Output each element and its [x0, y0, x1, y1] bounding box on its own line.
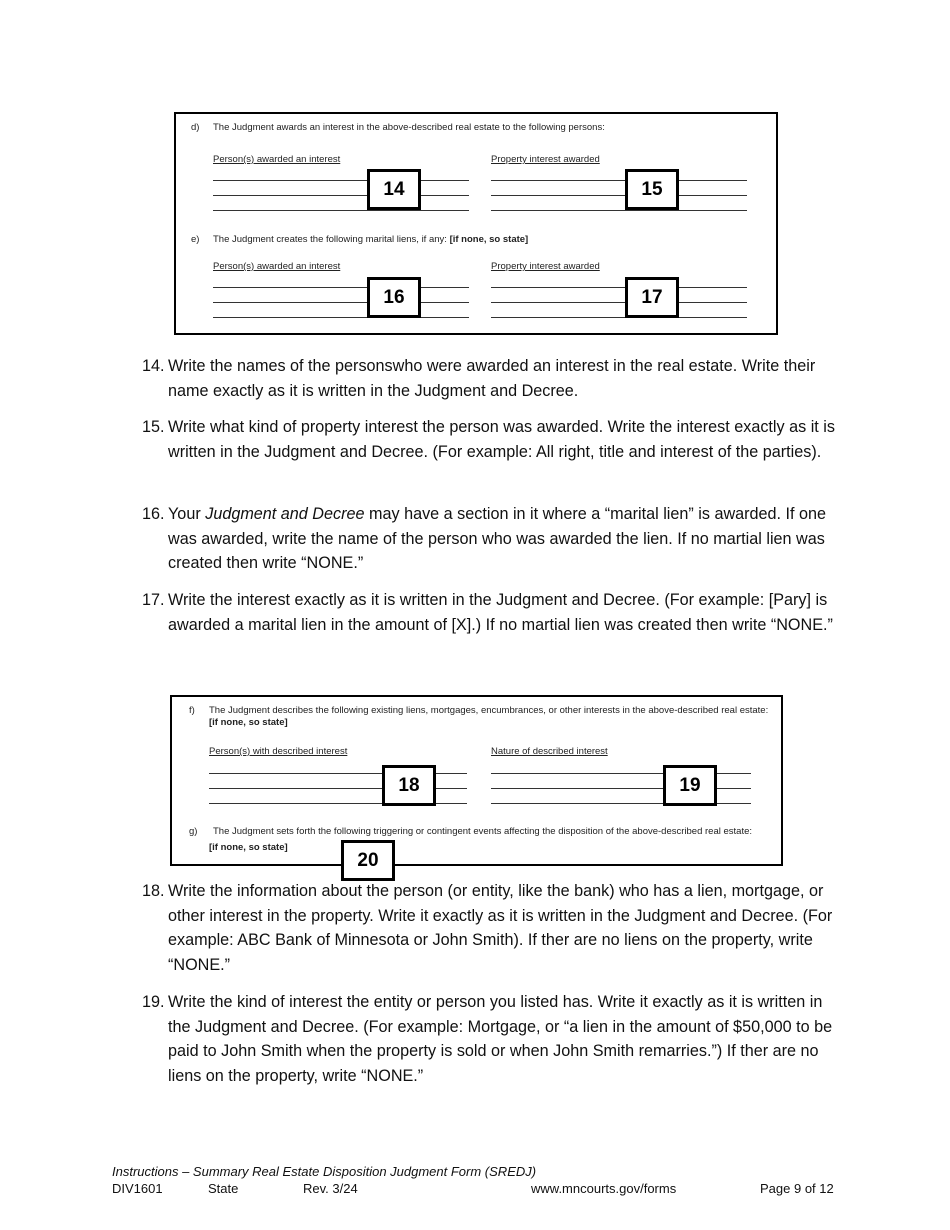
- instruction-19: [142, 990, 847, 1088]
- section-d-text: The Judgment awards an interest in the above-described real estate to the following persons:: [213, 122, 605, 133]
- section-f-block: [209, 705, 769, 729]
- callout-20: 20: [341, 840, 395, 881]
- instruction-text-pre: Your: [168, 505, 206, 523]
- instruction-text: Write the interest exactly as it is written in the Judgment and Decree. (For example: [Pary] is awarded a marital lien in the amount of [X].) If no martial lien was created then write “NONE.”: [168, 591, 833, 634]
- footer-page-number: Page 9 of 12: [760, 1181, 834, 1196]
- callout-15: 15: [625, 169, 679, 210]
- instruction-text-post: may have a section in it where a “marital lien” is awarded. If one was awarded, write the name of the person who was awarded the lien. If no martial lien was created then write “NONE.”: [168, 505, 827, 572]
- form-excerpt-d-e: [174, 112, 778, 335]
- instruction-15: [142, 415, 847, 464]
- section-f-left-label: Person(s) with described interest: [209, 746, 348, 757]
- section-e-right-label: Property interest awarded: [491, 261, 600, 272]
- callout-18: 18: [382, 765, 436, 806]
- blank-line: [213, 302, 469, 303]
- callout-14: 14: [367, 169, 421, 210]
- footer-url: www.mncourts.gov/forms: [531, 1181, 677, 1196]
- instruction-number: 16.: [142, 505, 165, 523]
- instruction-14: [142, 354, 847, 403]
- footer-form-code: DIV1601: [112, 1181, 163, 1196]
- instruction-18: [142, 879, 847, 977]
- blank-line: [213, 210, 469, 211]
- instruction-16: [142, 502, 847, 576]
- section-e-bold: [if none, so state]: [449, 234, 529, 245]
- instruction-text: Write the information about the person (or entity, like the bank) who has a lien, mortgage, or other interest in the property. Write it exactly as it is written in the Judgment and Decree. (For example: ABC Bank of Minnesota or John Smith). If ther are no liens on the property, write “NONE.”: [168, 882, 833, 974]
- instruction-number: 14.: [142, 357, 165, 375]
- instruction-number: 19.: [142, 993, 165, 1011]
- blank-line: [491, 195, 747, 196]
- section-g-letter: g): [189, 826, 198, 837]
- blank-line: [213, 180, 469, 181]
- instruction-text: [168, 502, 847, 576]
- blank-line: [213, 317, 469, 318]
- instruction-text-italic: Judgment and Decree: [205, 505, 365, 523]
- instruction-number: 17.: [142, 591, 165, 609]
- callout-16: 16: [367, 277, 421, 318]
- blank-line: [491, 302, 747, 303]
- instruction-17: [142, 588, 847, 637]
- blank-line: [213, 195, 469, 196]
- section-g-bold: [if none, so state]: [209, 842, 288, 853]
- section-g-text: The Judgment sets forth the following triggering or contingent events affecting the disposition of the above-described real estate:: [213, 826, 753, 837]
- footer-revision: Rev. 3/24: [303, 1181, 358, 1196]
- section-d-left-label: Person(s) awarded an interest: [213, 154, 341, 165]
- section-f-letter: f): [189, 705, 195, 716]
- section-e-text: The Judgment creates the following marital liens, if any:: [213, 234, 447, 245]
- blank-line: [491, 287, 747, 288]
- section-d-letter: d): [191, 122, 200, 133]
- blank-line: [491, 317, 747, 318]
- instruction-text: Write what kind of property interest the person was awarded. Write the interest exactly as it is written in the Judgment and Decree. (For example: All right, title and interest of the parties).: [168, 418, 835, 461]
- instruction-text: Write the names of the personswho were awarded an interest in the real estate. Write their name exactly as it is written in the Judgment and Decree.: [168, 357, 816, 400]
- callout-17: 17: [625, 277, 679, 318]
- instruction-number: 18.: [142, 882, 165, 900]
- section-d-right-label: Property interest awarded: [491, 154, 600, 165]
- instruction-number: 15.: [142, 418, 165, 436]
- section-f-text: The Judgment describes the following existing liens, mortgages, encumbrances, or other interests in the above-described real estate:: [209, 705, 769, 716]
- blank-line: [213, 287, 469, 288]
- callout-19: 19: [663, 765, 717, 806]
- section-e-letter: e): [191, 234, 200, 245]
- footer-title: Instructions – Summary Real Estate Disposition Judgment Form (SREDJ): [112, 1164, 537, 1179]
- instruction-text: Write the kind of interest the entity or person you listed has. Write it exactly as it is written in the Judgment and Decree. (For example: Mortgage, or “a lien in the amount of $50,000 to be paid to John Smith when the property is sold or when John Smith remarries.”) If ther are no liens on the property, write “NONE.”: [168, 993, 833, 1085]
- footer-scope: State: [208, 1181, 239, 1196]
- blank-line: [491, 210, 747, 211]
- blank-line: [491, 180, 747, 181]
- section-e-line: [213, 234, 528, 245]
- section-f-bold: [if none, so state]: [209, 717, 288, 728]
- section-e-left-label: Person(s) awarded an interest: [213, 261, 341, 272]
- section-f-right-label: Nature of described interest: [491, 746, 608, 757]
